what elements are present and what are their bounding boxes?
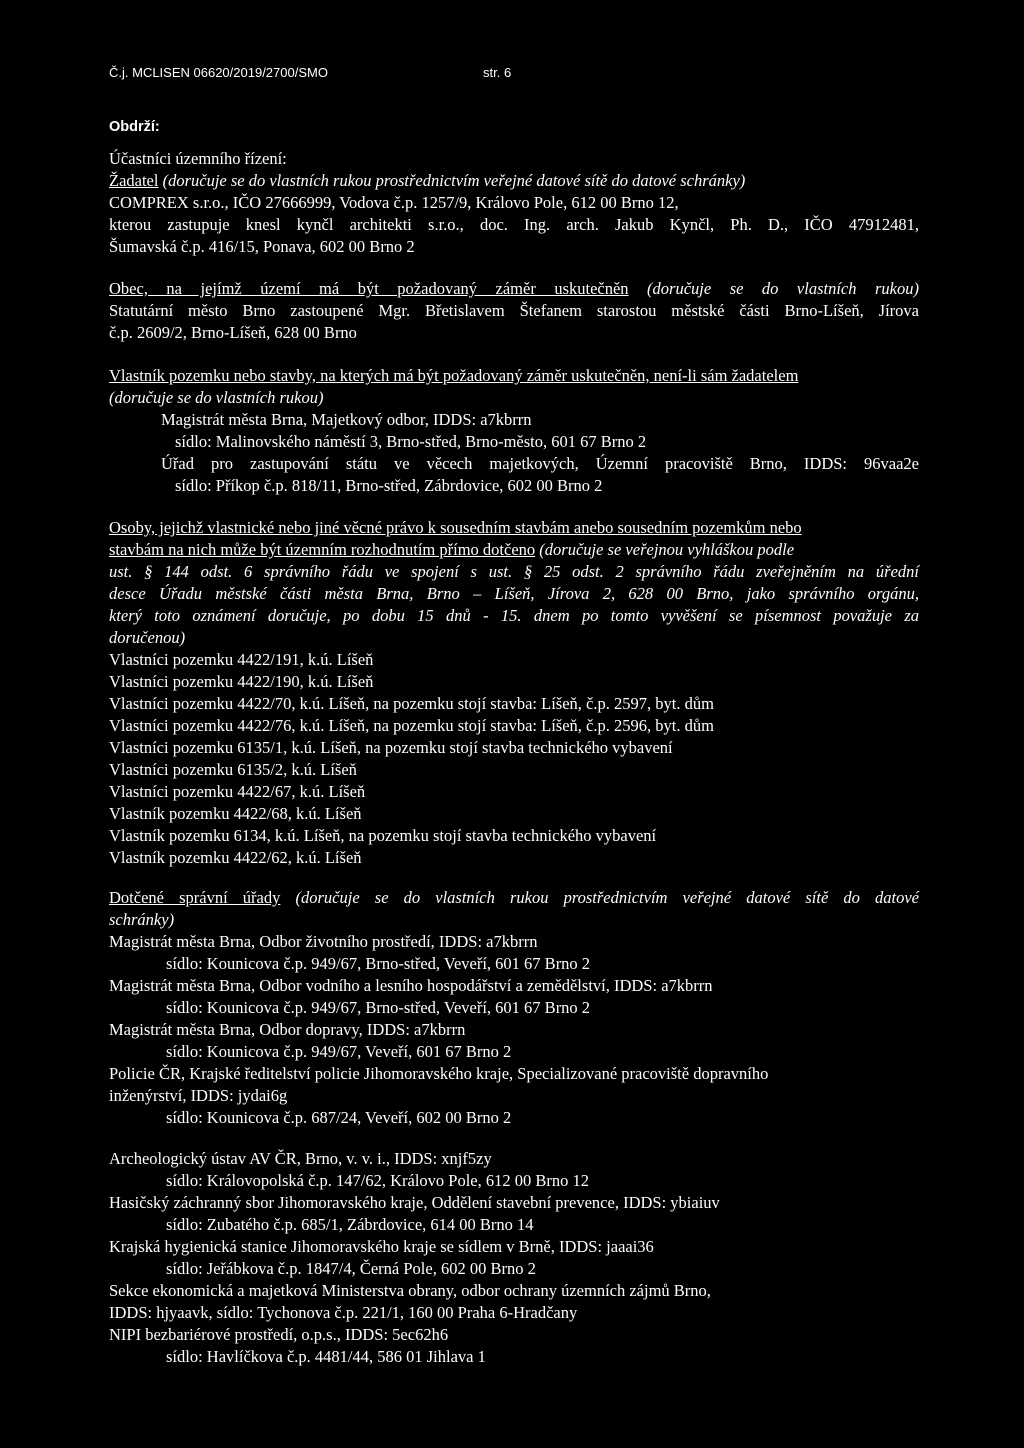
authority-entry: Policie ČR, Krajské ředitelství policie Jihomoravského kraje, Specializované pracoviště dopravního — [109, 1064, 769, 1083]
municipality-line: č.p. 2609/2, Brno-Líšeň, 628 00 Brno — [109, 323, 357, 342]
authority-entry: Magistrát města Brna, Odbor životního prostředí, IDDS: a7kbrrn — [109, 932, 538, 951]
neighbors-delivery-note: desce Úřadu městské části města Brna, Brno – Líšeň, Jírova 2, 628 00 Brno, jako správního orgánu, — [109, 584, 919, 603]
neighbors-delivery-note: doručenou) — [109, 628, 186, 647]
neighbor-item: Vlastník pozemku 4422/62, k.ú. Líšeň — [109, 848, 362, 867]
owner-entry: Magistrát města Brna, Majetkový odbor, IDDS: a7kbrrn — [161, 410, 532, 429]
authority-address: sídlo: Kounicova č.p. 687/24, Veveří, 602 00 Brno 2 — [166, 1108, 512, 1127]
section-neighbors — [109, 517, 919, 869]
authorities-label: Dotčené správní úřady — [109, 888, 281, 907]
applicant-delivery-note: (doručuje se do vlastních rukou prostřednictvím veřejné datové sítě do datové schránky) — [158, 171, 746, 190]
authority-entry: Magistrát města Brna, Odbor dopravy, IDDS: a7kbrrn — [109, 1020, 466, 1039]
neighbors-delivery-note: ust. § 144 odst. 6 správního řádu ve spojení s ust. § 25 odst. 2 správního řádu zveřejněním na úřední — [109, 562, 919, 581]
applicant-line: COMPREX s.r.o., IČO 27666999, Vodova č.p. 1257/9, Královo Pole, 612 00 Brno 12, — [109, 193, 679, 212]
authority-address: sídlo: Kounicova č.p. 949/67, Veveří, 601 67 Brno 2 — [166, 1042, 512, 1061]
neighbor-item: Vlastníci pozemku 6135/2, k.ú. Líšeň — [109, 760, 357, 779]
owner-entry: Úřad pro zastupování státu ve věcech majetkových, Územní pracoviště Brno, IDDS: 96vaa2e — [161, 454, 919, 473]
reference-number: Č.j. MCLISEN 06620/2019/2700/SMO — [109, 65, 328, 80]
neighbor-item: Vlastníci pozemku 4422/67, k.ú. Líšeň — [109, 782, 366, 801]
neighbor-item: Vlastníci pozemku 4422/70, k.ú. Líšeň, na pozemku stojí stavba: Líšeň, č.p. 2597, byt. dům — [109, 694, 714, 713]
authorities-delivery-note: (doručuje se do vlastních rukou prostřednictvím veřejné datové sítě do datové — [280, 888, 919, 907]
authority-address: sídlo: Kounicova č.p. 949/67, Brno-střed, Veveří, 601 67 Brno 2 — [166, 998, 591, 1017]
applicant-heading — [109, 170, 919, 192]
applicant-line: Šumavská č.p. 416/15, Ponava, 602 00 Brno 2 — [109, 237, 415, 256]
neighbor-item: Vlastníci pozemku 6135/1, k.ú. Líšeň, na pozemku stojí stavba technického vybavení — [109, 738, 673, 757]
owners-delivery-note: (doručuje se do vlastních rukou) — [109, 388, 324, 407]
applicant-label: Žadatel — [109, 171, 159, 190]
neighbors-label: stavbám na nich může být územním rozhodnutím přímo dotčeno — [109, 540, 536, 559]
authorities-delivery-note: schránky) — [109, 910, 175, 929]
owner-address: sídlo: Malinovského náměstí 3, Brno-střed, Brno-město, 601 67 Brno 2 — [175, 432, 647, 451]
recipient-entry: Sekce ekonomická a majetková Ministerstva obrany, odbor ochrany územních zájmů Brno, — [109, 1281, 711, 1300]
section-other-recipients — [109, 1148, 919, 1368]
section-municipality — [109, 278, 919, 344]
page-number: str. 6 — [483, 65, 512, 80]
neighbors-heading — [109, 539, 919, 561]
recipients-heading: Obdrží: — [109, 119, 160, 135]
neighbor-item: Vlastníci pozemku 4422/76, k.ú. Líšeň, na pozemku stojí stavba: Líšeň, č.p. 2596, byt. dům — [109, 716, 714, 735]
neighbor-item: Vlastník pozemku 4422/68, k.ú. Líšeň — [109, 804, 362, 823]
authority-entry: Magistrát města Brna, Odbor vodního a lesního hospodářství a zemědělství, IDDS: a7kbrrn — [109, 976, 713, 995]
municipality-heading — [109, 278, 919, 300]
neighbors-label: Osoby, jejichž vlastnické nebo jiné věcné právo k sousedním stavbám anebo sousedním pozemkům nebo — [109, 518, 802, 537]
recipient-entry: IDDS: hjyaavk, sídlo: Tychonova č.p. 221/1, 160 00 Praha 6-Hradčany — [109, 1303, 578, 1322]
neighbor-item: Vlastníci pozemku 4422/191, k.ú. Líšeň — [109, 650, 374, 669]
neighbors-delivery-note: který toto oznámení doručuje, po dobu 15 dnů - 15. dnem po tomto vyvěšení se písemnost považuje za — [109, 606, 919, 625]
recipient-address: sídlo: Královopolská č.p. 147/62, Královo Pole, 612 00 Brno 12 — [166, 1171, 590, 1190]
neighbor-item: Vlastníci pozemku 4422/190, k.ú. Líšeň — [109, 672, 374, 691]
recipient-address: sídlo: Havlíčkova č.p. 4481/44, 586 01 Jihlava 1 — [166, 1347, 486, 1366]
owners-label: Vlastník pozemku nebo stavby, na kterých má být požadovaný záměr uskutečněn, není-li sám žadatelem — [109, 366, 799, 385]
recipient-entry: Krajská hygienická stanice Jihomoravského kraje se sídlem v Brně, IDDS: jaaai36 — [109, 1237, 654, 1256]
municipality-line: Statutární město Brno zastoupené Mgr. Břetislavem Štefanem starostou městské části Brno-Líšeň, Jírova — [109, 301, 919, 320]
municipality-label: Obec, na jejímž území má být požadovaný záměr uskutečněn — [109, 279, 629, 298]
applicant-line: kterou zastupuje knesl kynčl architekti s.r.o., doc. Ing. arch. Jakub Kynčl, Ph. D., IČO 47912481, — [109, 215, 919, 234]
neighbors-delivery-note: (doručuje se veřejnou vyhláškou podle — [535, 540, 795, 559]
owner-address: sídlo: Příkop č.p. 818/11, Brno-střed, Zábrdovice, 602 00 Brno 2 — [175, 476, 603, 495]
section-participants — [109, 148, 919, 258]
neighbor-item: Vlastník pozemku 6134, k.ú. Líšeň, na pozemku stojí stavba technického vybavení — [109, 826, 657, 845]
recipient-address: sídlo: Zubatého č.p. 685/1, Zábrdovice, 614 00 Brno 14 — [166, 1215, 534, 1234]
section-owners — [109, 365, 919, 497]
authorities-heading — [109, 887, 919, 909]
page-header — [109, 62, 629, 84]
recipient-address: sídlo: Jeřábkova č.p. 1847/4, Černá Pole, 602 00 Brno 2 — [166, 1259, 536, 1278]
recipient-entry: NIPI bezbariérové prostředí, o.p.s., IDDS: 5ec62h6 — [109, 1325, 449, 1344]
section-authorities — [109, 887, 919, 1129]
participants-title: Účastníci územního řízení: — [109, 149, 287, 168]
authority-entry: inženýrství, IDDS: jydai6g — [109, 1086, 288, 1105]
recipient-entry: Hasičský záchranný sbor Jihomoravského kraje, Oddělení stavební prevence, IDDS: ybiaiuv — [109, 1193, 720, 1212]
authority-address: sídlo: Kounicova č.p. 949/67, Brno-střed, Veveří, 601 67 Brno 2 — [166, 954, 591, 973]
municipality-delivery-note: (doručuje se do vlastních rukou) — [628, 279, 919, 298]
recipient-entry: Archeologický ústav AV ČR, Brno, v. v. i., IDDS: xnjf5zy — [109, 1149, 492, 1168]
